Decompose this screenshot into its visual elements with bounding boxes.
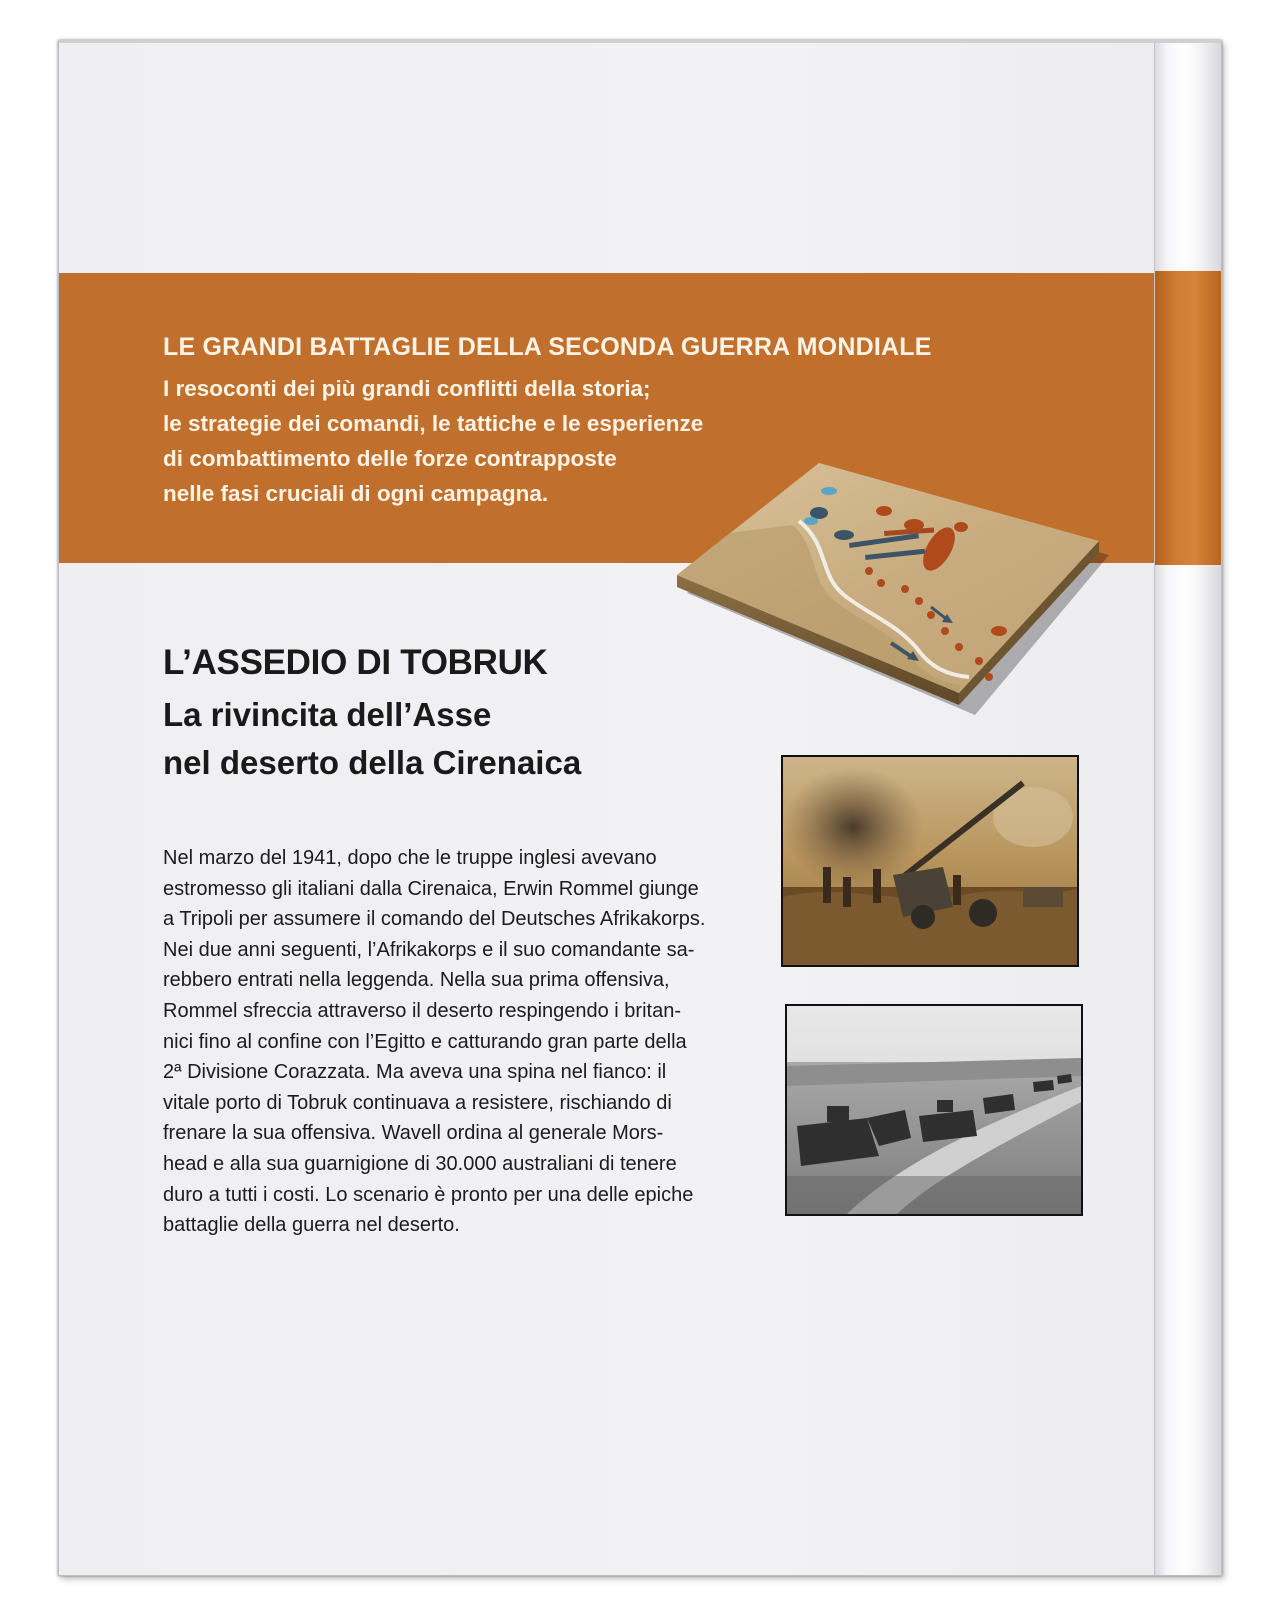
description-line: Nel marzo del 1941, dopo che le truppe inglesi avevano bbox=[163, 847, 657, 869]
description-line: duro a tutti i costi. Lo scenario è pronto per una delle epiche bbox=[163, 1183, 694, 1206]
description-line: frenare la sua offensiva. Wavell ordina al generale Mors- bbox=[163, 1122, 664, 1145]
spine-band bbox=[1155, 271, 1221, 565]
subtitle-line: nel deserto della Cirenaica bbox=[163, 744, 582, 781]
unit-marker bbox=[975, 657, 983, 665]
unit-marker bbox=[941, 627, 949, 635]
unit-marker bbox=[985, 673, 993, 681]
description-line: 2ª Divisione Corazzata. Ma aveva una spina nel fianco: il bbox=[163, 1061, 667, 1084]
description-line: vitale porto di Tobruk continuava a resistere, rischiando di bbox=[163, 1091, 672, 1114]
unit-marker bbox=[821, 487, 837, 495]
description-line: rebbero entrati nella leggenda. Nella sua prima offensiva, bbox=[163, 969, 670, 992]
battle-map-illustration bbox=[669, 455, 1109, 715]
series-line: I resoconti dei più grandi conflitti della storia; bbox=[163, 376, 651, 401]
series-line: di combattimento delle forze contrapposte bbox=[163, 446, 617, 471]
series-line: nelle fasi cruciali di ogni campagna. bbox=[163, 481, 549, 506]
book-description bbox=[163, 843, 783, 1241]
subtitle-line: La rivincita dell’Asse bbox=[163, 696, 492, 733]
unit-marker bbox=[877, 579, 885, 587]
unit-marker bbox=[865, 567, 873, 575]
unit-marker bbox=[955, 643, 963, 651]
series-title: LE GRANDI BATTAGLIE DELLA SECONDA GUERRA MONDIALE bbox=[163, 333, 932, 361]
description-line: Nei due anni seguenti, l’Afrikakorps e il suo comandante sa- bbox=[163, 938, 695, 961]
description-line: battaglie della guerra nel deserto. bbox=[163, 1214, 460, 1237]
book-subtitle bbox=[163, 691, 581, 787]
unit-marker bbox=[927, 611, 935, 619]
unit-marker bbox=[991, 626, 1007, 636]
book-title: L’ASSEDIO DI TOBRUK bbox=[163, 643, 548, 682]
description-line: estromesso gli italiani dalla Cirenaica, Erwin Rommel giunge bbox=[163, 877, 699, 900]
series-line: le strategie dei comandi, le tattiche e le esperienze bbox=[163, 411, 704, 436]
unit-marker bbox=[834, 530, 854, 540]
description-line: head e alla sua guarnigione di 30.000 australiani di tenere bbox=[163, 1152, 677, 1175]
description-line: a Tripoli per assumere il comando del Deutsches Afrikakorps. bbox=[163, 908, 706, 931]
unit-marker bbox=[804, 517, 818, 525]
unit-marker bbox=[901, 585, 909, 593]
artillery-painting bbox=[781, 755, 1079, 967]
unit-marker bbox=[876, 506, 892, 516]
unit-marker bbox=[954, 522, 968, 532]
description-line: Rommel sfreccia attraverso il deserto respingendo i britan- bbox=[163, 999, 681, 1022]
unit-marker bbox=[915, 597, 923, 605]
desert-tanks-photo bbox=[785, 1004, 1083, 1216]
book-back-cover bbox=[58, 40, 1222, 1576]
description-line: nici fino al confine con l’Egitto e catturando gran parte della bbox=[163, 1030, 687, 1053]
